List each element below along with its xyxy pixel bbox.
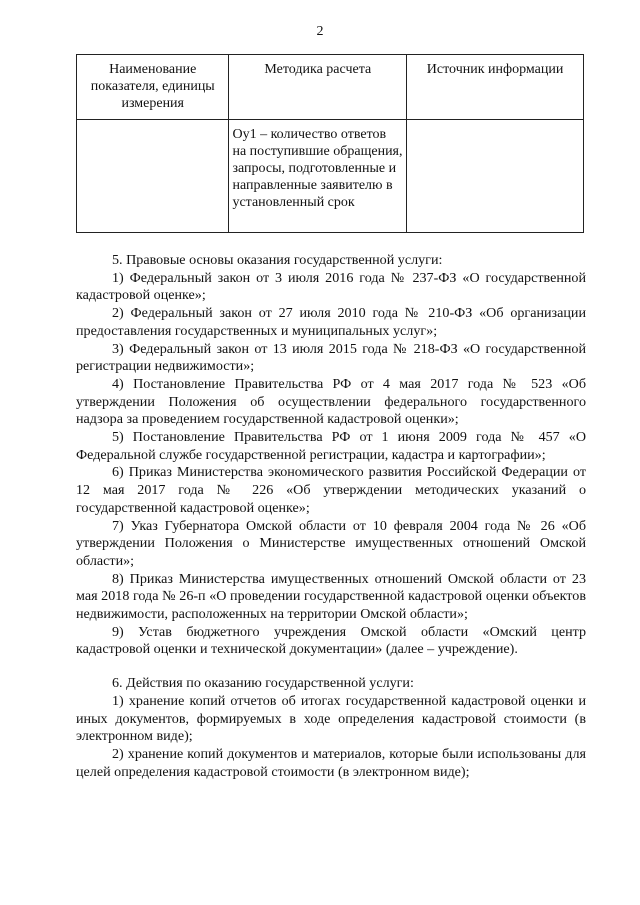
table-header-method: Методика расчета (229, 55, 407, 120)
section-heading: 5. Правовые основы оказания государственной услуги: (112, 252, 443, 268)
section-spacer (76, 659, 586, 675)
list-item: 7) Указ Губернатора Омской области от 10 февраля 2004 года № 26 «Об утверждении Положения о Министерстве имущественных отношений Омской области»; (76, 517, 586, 569)
section-heading: 6. Действия по оказанию государственной услуги: (112, 675, 414, 692)
table-cell: Оу1 – количество ответов на поступившие обращения, запросы, подготовленные и направленные заявителю в установленный срок (229, 120, 407, 233)
list-item: 9) Устав бюджетного учреждения Омской области «Омский центр кадастровой оценки и технической документации» (далее – учреждение). (76, 623, 586, 658)
list-item: 3) Федеральный закон от 13 июля 2015 года № 218-ФЗ «О государственной регистрации недвижимости»; (76, 340, 586, 375)
table-header-row (77, 55, 584, 120)
list-item: 4) Постановление Правительства РФ от 4 мая 2017 года № 523 «Об утверждении Положения об осуществлении федерального государственного надзора за проведением государственной кадастровой оценки»; (76, 375, 586, 428)
table-cell (77, 120, 229, 233)
document-body (76, 252, 586, 781)
indicator-table (76, 54, 584, 233)
list-item: 6) Приказ Министерства экономического развития Российской Федерации от 12 мая 2017 года № 226 «Об утверждении методических указаний о государственной кадастровой оценке»; (76, 464, 586, 516)
page-number: 2 (316, 24, 324, 39)
table-row (77, 120, 584, 233)
list-item: 2) хранение копий документов и материалов, которые были использованы для целей определения кадастровой стоимости (в электронном виде); (76, 745, 586, 780)
list-item: 5) Постановление Правительства РФ от 1 июня 2009 года № 457 «О Федеральной службе государственной регистрации, кадастра и картографии»; (76, 429, 586, 463)
table-cell (407, 120, 584, 233)
list-item: 1) Федеральный закон от 3 июля 2016 года № 237-ФЗ «О государственной кадастровой оценке»; (76, 269, 586, 304)
list-item: 1) хранение копий отчетов об итогах государственной кадастровой оценки и иных документов, формируемых в ходе определения кадастровой стоимости (в электронном виде); (76, 692, 586, 745)
list-item: 8) Приказ Министерства имущественных отношений Омской области от 23 мая 2018 года № 26-п «О проведении государственной кадастровой оценки объектов недвижимости, расположенных на территории Омской области»; (76, 570, 586, 623)
table-header-source: Источник информации (407, 55, 584, 120)
list-item: 2) Федеральный закон от 27 июля 2010 года № 210-ФЗ «Об организации предоставления государственных и муниципальных услуг»; (76, 305, 586, 339)
table-header-indicator: Наименование показателя, единицы измерения (77, 55, 229, 120)
